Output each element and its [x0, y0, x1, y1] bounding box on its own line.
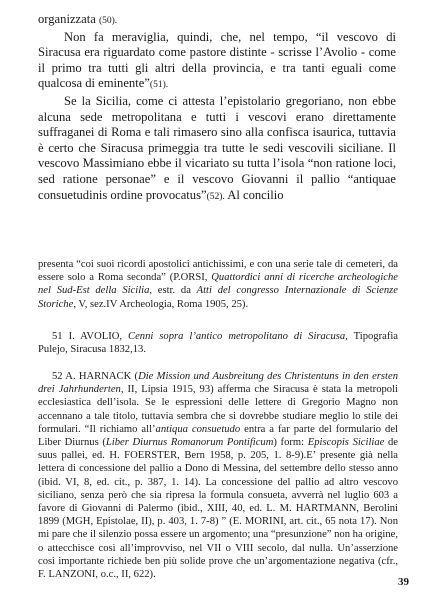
- footnote-51-number: 51: [52, 331, 63, 342]
- paragraph-3-text: Se la Sicilia, come ci attesta l’epistolario gregoriano, non ebbe alcuna sede metropolitana e tutti i vescovi erano direttamente suffraganei di Roma e tali rimasero sino alla confisca isaurica, tuttavia è certo che Siracusa primeggia tra tutte le sedi vescovili siciliane. Il vescovo Massimiano ebbe il vicariato su tutta l’isola “non ratione loci, sed ratione personae” e il vescovo Giovanni il pallio “antiquae consuetudinis ordine provocatus”: [38, 93, 396, 202]
- footnote-52-liber-title: Liber Diurnus Romanorum Pontificum: [105, 437, 274, 449]
- main-text: [38, 12, 396, 205]
- paragraph-3: [38, 94, 396, 205]
- paragraph-2: [38, 30, 396, 94]
- footnote-continuation-part-c: , V, sez.IV Archeologia, Roma 1905, 25).: [73, 298, 249, 310]
- footnote-52-title: Die Mission und Ausbreitung des Christentuns in den ersten drei Jahrhunderten: [38, 371, 398, 396]
- page-number: 39: [398, 576, 409, 588]
- footnote-ref-51: (51).: [149, 80, 169, 91]
- footnote-continuation-text: [38, 258, 398, 311]
- footnote-51-text: [38, 330, 398, 356]
- footnote-52-part-d: ) form:: [273, 437, 308, 449]
- footnote-52: [38, 370, 398, 581]
- footnote-continuation-part-a: presenta “coi suoi ricordi apostolici antichissimi, e con una serie tale di cemeteri, da essere solo a Roma seconda” (P.ORSI,: [38, 259, 398, 284]
- footnote-52-part-e: de suus pallei, ed. H. FOERSTER, Bern 1958, p. 205, 1. 8-9).E’ presente già nella lettera di concessione del pallio a Dono di Messina, del settembre dello stesso anno (ibid. VI, 8, ed. cit., p. 387, 1. 14). La concessione del pallio ad altro vescovo siciliano, senza però che sia ripresa la formula consueta, avverrà nel luglio 603 a favore di Giovanni di Palermo (ibid., XIII, 40, ed. L. M. HARTMANN, Berolini 1899 (MGH, Epistolae, II), p. 403, 1. 7-8) ” (E. MORINI, art. cit., 65 nota 17). Non mi pare che il silenzio possa essere un argomento; una “presunzione” non ha origine, o attecchisce così all’improvviso, nel VII o VIII secolo, dal nulla. Un’asserzione così importante richiede ben più solide prove che un’argomentazione negativa (cfr., F. LANZONI, o.c., II, 622).: [38, 437, 398, 581]
- paragraph-1-text: organizzata: [38, 12, 96, 26]
- footnote-51-part-a: I. AVOLIO,: [62, 331, 128, 342]
- paragraph-3-tail: Al concilio: [224, 187, 284, 202]
- footnote-52-form-title: Episcopis Siciliae: [307, 437, 385, 449]
- footnote-51: [38, 330, 398, 356]
- footnote-51-part-b: , Tipografia Pulejo, Siracusa 1832,13.: [38, 331, 399, 356]
- footnote-52-part-a: A. HARNACK (: [62, 371, 139, 382]
- footnote-continuation-part-b: , estr. da: [149, 285, 197, 297]
- footnote-ref-52: (52).: [206, 191, 225, 202]
- footnote-continuation-title: Quattordici anni di ricerche archeologiche nel Sud-Est della Sicilia: [38, 272, 398, 297]
- footnote-51-title: Cenni sopra l’antico metropolitano di Siracusa: [128, 331, 346, 342]
- footnote-continuation-source: Atti del congresso Internazionale di Scienze Storiche: [38, 285, 398, 310]
- footnote-continuation: [38, 258, 398, 311]
- footnote-52-number: 52: [52, 371, 63, 382]
- footnote-52-text: [38, 370, 398, 581]
- paragraph-1: [38, 12, 396, 30]
- footnote-52-part-b: , II, Lipsia 1915, 93) afferma che Siracusa è stata la metropoli ecclesiastica dell’isola. Se le espressioni delle lettere di Gregorio Magno non accennano a tale titolo, tuttavia sembra che si dovrebbe studiare meglio lo stile dei formulari. “Il richiamo all’: [38, 384, 398, 435]
- footnote-ref-50: (50).: [98, 16, 118, 26]
- footnote-52-part-c: entra a far parte del formulario del Liber Diurnus (: [38, 423, 399, 449]
- footnote-52-quote: antiqua consuetudo: [155, 423, 241, 435]
- paragraph-2-text: Non fa meraviglia, quindi, che, nel tempo, “il vescovo di Siracusa era riguardato come pastore distinte - scrisse l’Avolio - come il primo tra tutti gli altri della provincia, e tra tanti eguali come qualcosa di eminente”: [38, 29, 396, 91]
